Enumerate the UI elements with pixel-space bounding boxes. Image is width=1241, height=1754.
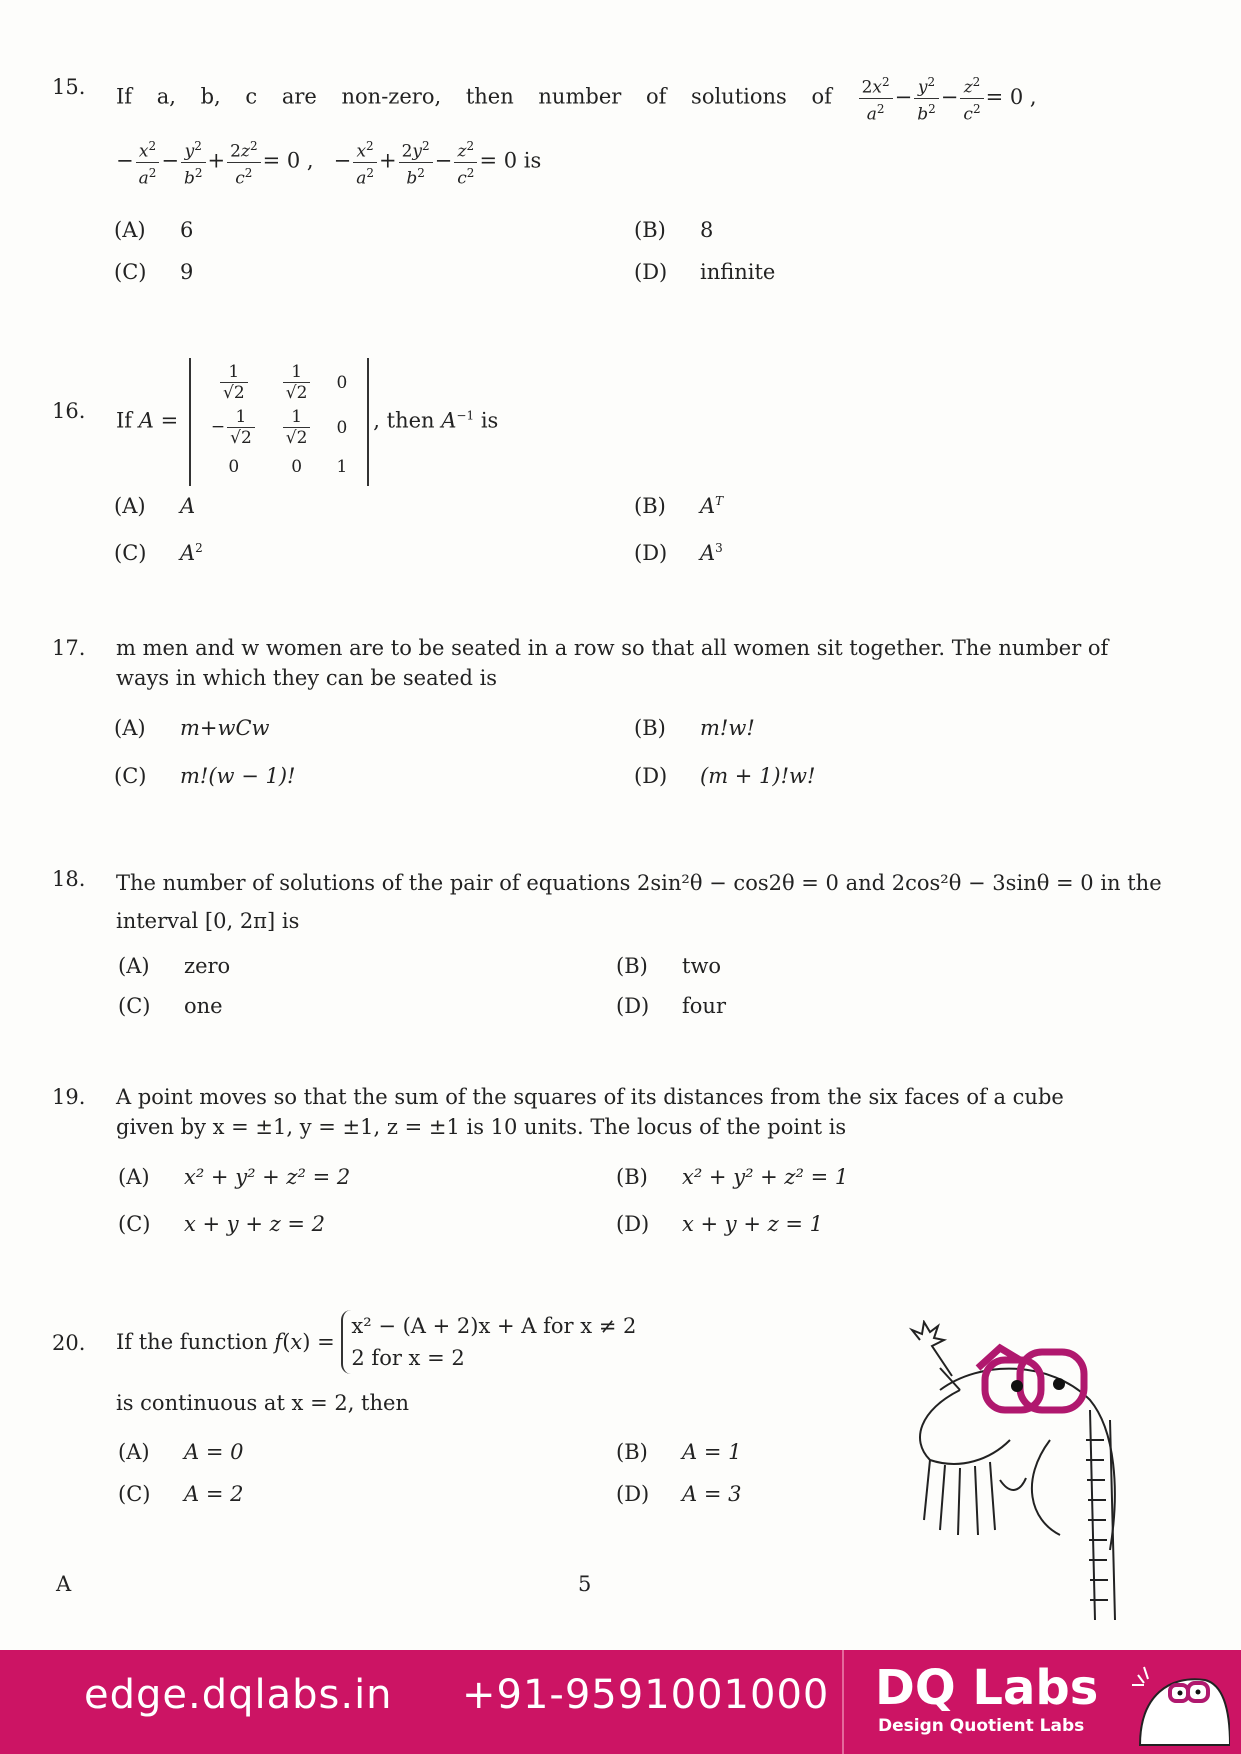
- option-c[interactable]: (C) $A^2$: [114, 541, 203, 565]
- option-d[interactable]: (D) $A^3$: [634, 541, 723, 565]
- option-a[interactable]: (A) 6: [114, 218, 194, 242]
- question-stem: The number of solutions of the pair of equations 2sin²θ − cos2θ = 0 and 2cos²θ − 3sinθ = 0 in the interval [0, 2π] is: [116, 871, 1162, 933]
- exam-page: 15. If a, b, c are non-zero, then number of solutions of $\frac{2x^2}{a^2}$ − $\frac{y^2}{b^2}$ − $\frac{z^2}{c^2}$ = 0 , − $\frac{x^2}{a^2}$ − $\frac{y^2}{b^2}$ + $\frac{2z^2}{c^2}$ = 0 , − $\frac{x^2}{a^2}$ + $\frac{2y^2}{b^2}$ − $\frac{z^2}{c^2}$ = 0 is (A) 6 (B) 8 (C) 9 (D) infinite 16. If A = $\frac{1}{√2}$ $\frac{1}{√2}$ 0 − $\frac{1}{√2}$ $\frac{1}{√2}$ 0 0 0 1 , then $A^{-1}$ is (A) A (B) $A^T$ (C) $A^2$ (D) $A^3$ 17. m men and w women are to be seated in a row so that all women sit together. The number of ways in which they can be seated is (A) m+wCw (B) m!w! (C) m!(w − 1)! (D) (m + 1)!w! 18. The number of solutions of the pair of equations 2sin²θ − cos2θ = 0 and 2cos²θ − 3sinθ = 0 in the interval [0, 2π] is (A) zero (B) two (C) one (D) four 19. A point moves so that the sum of the squares of its distances from the six faces of a cube given by x = ±1, y = ±1, z = ±1 is 10 units. The locus of the point is (A) x² + y² + z² = 2 (B) x² + y² + z² = 1 (C) x + y + z = 2 (D) x + y + z = 1 20. If the function f(x) = x² − (A + 2)x + A for x ≠ 2 2 for x = 2 is continuous at x = 2, then (A) A = 0 (B) A = 1 (C) A = 2 (D) A = 3 A 5: [0, 0, 1241, 1650]
- option-b[interactable]: (B) A = 1: [616, 1440, 742, 1464]
- option-b[interactable]: (B) m!w!: [634, 716, 755, 740]
- phone-number[interactable]: +91-9591001000: [462, 1672, 830, 1718]
- option-c[interactable]: (C) one: [118, 994, 223, 1018]
- option-d[interactable]: (D) A = 3: [616, 1482, 742, 1506]
- brand-tagline: Design Quotient Labs: [878, 1716, 1085, 1736]
- question-number: 18.: [52, 867, 86, 891]
- question-number: 19.: [52, 1085, 86, 1109]
- option-c[interactable]: (C) A = 2: [118, 1482, 244, 1506]
- question-number: 17.: [52, 636, 86, 660]
- option-a[interactable]: (A) x² + y² + z² = 2: [118, 1165, 351, 1189]
- option-a[interactable]: (A) m+wCw: [114, 716, 270, 740]
- question-number: 20.: [52, 1331, 86, 1355]
- equation-1: $\frac{2x^2}{a^2}$ − $\frac{y^2}{b^2}$ − $\frac{z^2}{c^2}$ = 0 ,: [857, 85, 1037, 109]
- piecewise-definition: x² − (A + 2)x + A for x ≠ 2 2 for x = 2: [341, 1310, 636, 1374]
- option-c[interactable]: (C) 9: [114, 260, 194, 284]
- brand-banner: [0, 1650, 1241, 1754]
- question-number: 16.: [52, 399, 86, 423]
- page-number: 5: [578, 1572, 592, 1596]
- option-b[interactable]: (B) $A^T$: [634, 494, 724, 518]
- option-c[interactable]: (C) x + y + z = 2: [118, 1212, 325, 1236]
- option-b[interactable]: (B) x² + y² + z² = 1: [616, 1165, 849, 1189]
- matrix-a: $\frac{1}{√2}$ $\frac{1}{√2}$ 0 − $\frac{1}{√2}$ $\frac{1}{√2}$ 0 0 0 1: [189, 358, 369, 486]
- question-18: [52, 864, 1162, 934]
- question-17: [52, 633, 1162, 703]
- question-stem: A point moves so that the sum of the squares of its distances from the six faces of a cube given by x = ±1, y = ±1, z = ±1 is 10 units. The locus of the point is: [116, 1085, 1064, 1139]
- question-stem: m men and w women are to be seated in a row so that all women sit together. The number of ways in which they can be seated is: [116, 636, 1109, 690]
- banner-divider: [842, 1650, 844, 1754]
- question-number: 15.: [52, 75, 86, 99]
- question-19: [52, 1082, 1162, 1146]
- option-a[interactable]: (A) A = 0: [118, 1440, 244, 1464]
- website-link[interactable]: edge.dqlabs.in: [84, 1672, 393, 1718]
- option-b[interactable]: (B) two: [616, 954, 722, 978]
- option-c[interactable]: (C) m!(w − 1)!: [114, 764, 296, 788]
- option-b[interactable]: (B) 8: [634, 218, 714, 242]
- option-d[interactable]: (D) infinite: [634, 260, 776, 284]
- mini-mascot-icon: [1130, 1655, 1230, 1750]
- question-stem: If a, b, c are non-zero, then number of solutions of $\frac{2x^2}{a^2}$ − $\frac{y^2}{b^2}$ − $\frac{z^2}{c^2}$ = 0 ,: [116, 72, 1162, 124]
- option-d[interactable]: (D) (m + 1)!w!: [634, 764, 816, 788]
- set-code: A: [56, 1572, 72, 1596]
- option-d[interactable]: (D) x + y + z = 1: [616, 1212, 823, 1236]
- equations-2-3: − $\frac{x^2}{a^2}$ − $\frac{y^2}{b^2}$ + $\frac{2z^2}{c^2}$ = 0 , − $\frac{x^2}{a^2}$ + $\frac{2y^2}{b^2}$ − $\frac{z^2}{c^2}$ = 0 is: [116, 136, 1162, 188]
- option-a[interactable]: (A) A: [114, 494, 196, 518]
- option-d[interactable]: (D) four: [616, 994, 726, 1018]
- mascot-illustration: [900, 1320, 1160, 1650]
- brand-logo-text: DQ Labs: [875, 1660, 1099, 1716]
- option-a[interactable]: (A) zero: [118, 954, 231, 978]
